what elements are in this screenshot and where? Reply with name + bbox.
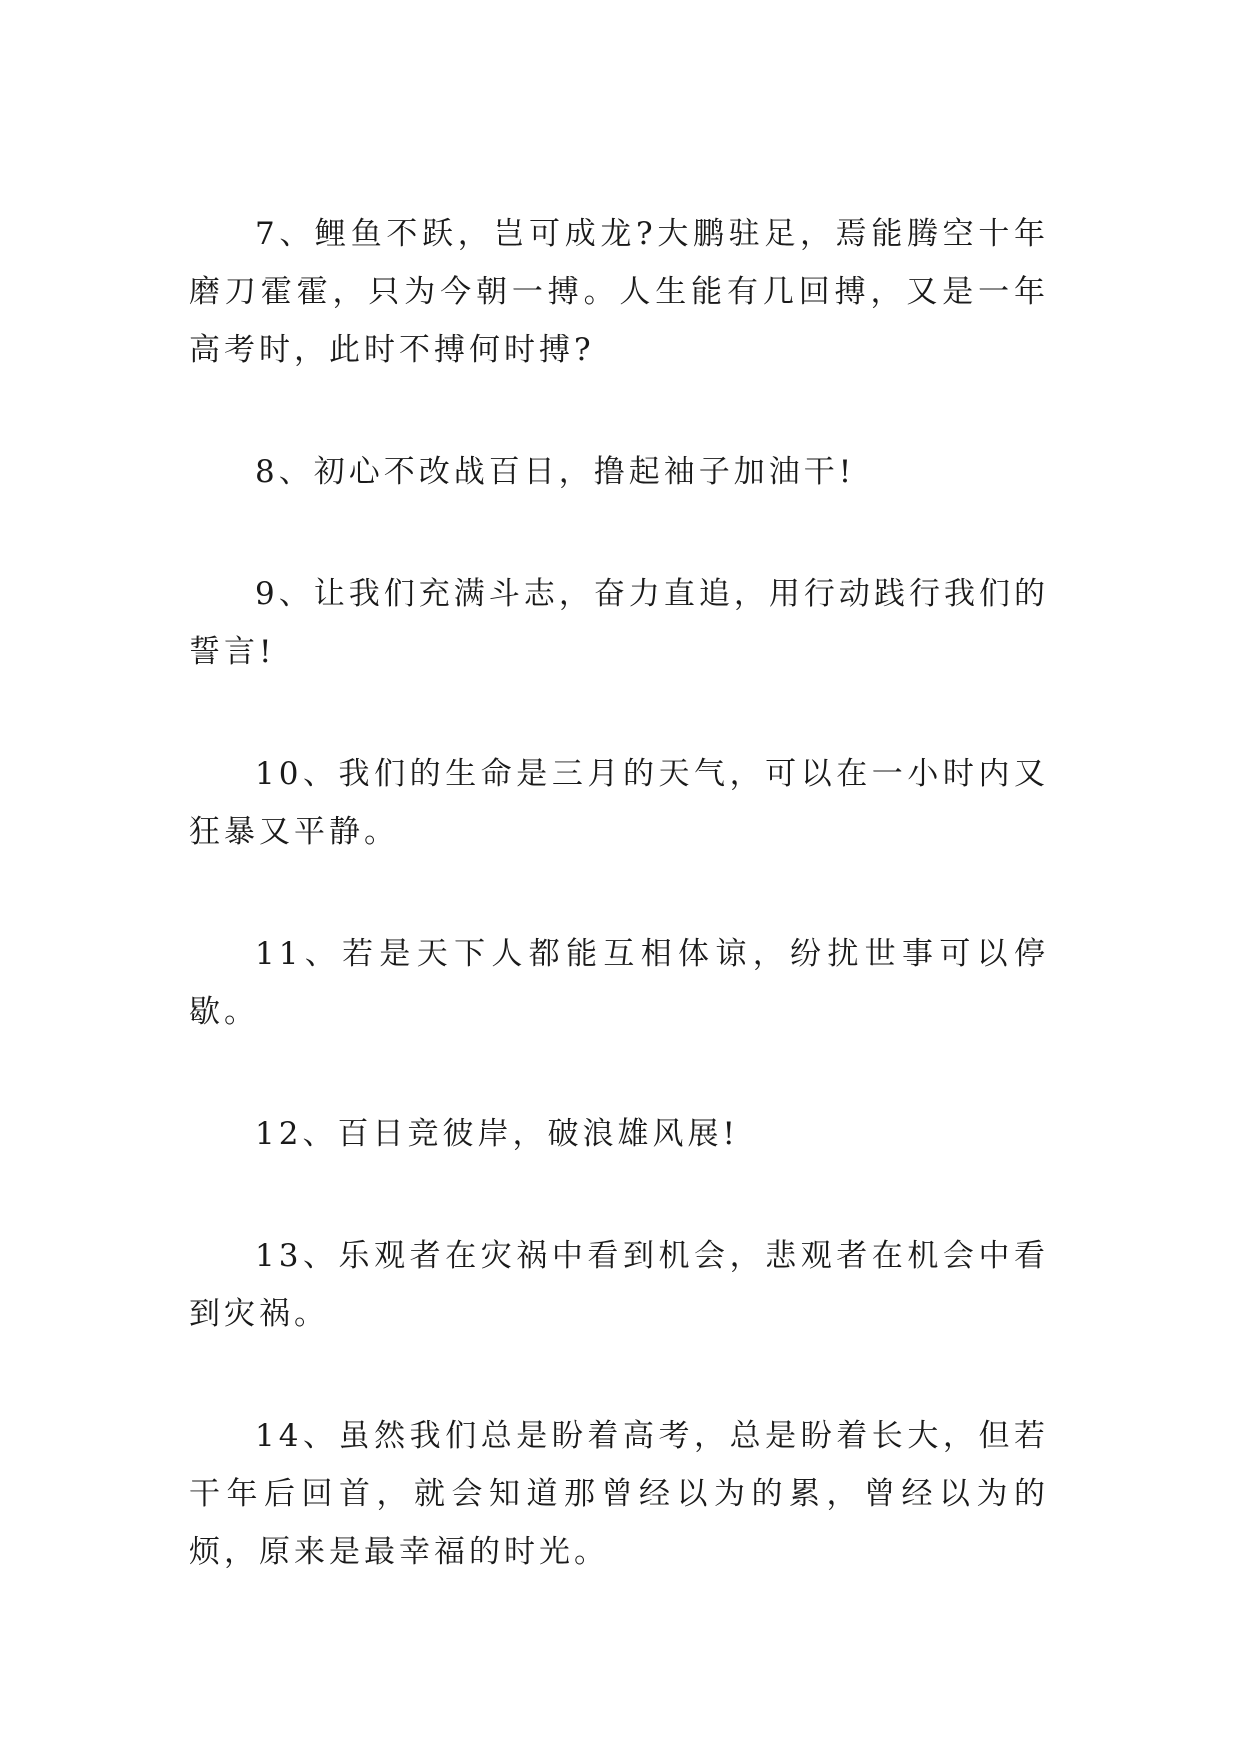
paragraph-item-12: 12、百日竞彼岸，破浪雄风展!: [255, 1116, 739, 1152]
paragraph-item-7: 7、鲤鱼不跃，岂可成龙?大鹏驻足，焉能腾空十年磨刀霍霍，只为今朝一搏。人生能有几回搏，又是一年高考时，此时不搏何时搏?: [189, 216, 1049, 368]
paragraph-item-10: 10、我们的生命是三月的天气，可以在一小时内又狂暴又平静。: [189, 756, 1049, 850]
paragraph-item-9: 9、让我们充满斗志，奋力直追，用行动践行我们的誓言!: [189, 576, 1049, 670]
paragraph-item-14: 14、虽然我们总是盼着高考，总是盼着长大，但若干年后回首，就会知道那曾经以为的累，曾经以为的烦，原来是最幸福的时光。: [189, 1418, 1049, 1570]
paragraph-item-8: 8、初心不改战百日，撸起袖子加油干!: [255, 454, 856, 490]
paragraph-item-11: 11、若是天下人都能互相体谅，纷扰世事可以停歇。: [189, 936, 1049, 1030]
document-body: [189, 205, 1049, 1645]
paragraph-item-13: 13、乐观者在灾祸中看到机会，悲观者在机会中看到灾祸。: [189, 1238, 1049, 1332]
